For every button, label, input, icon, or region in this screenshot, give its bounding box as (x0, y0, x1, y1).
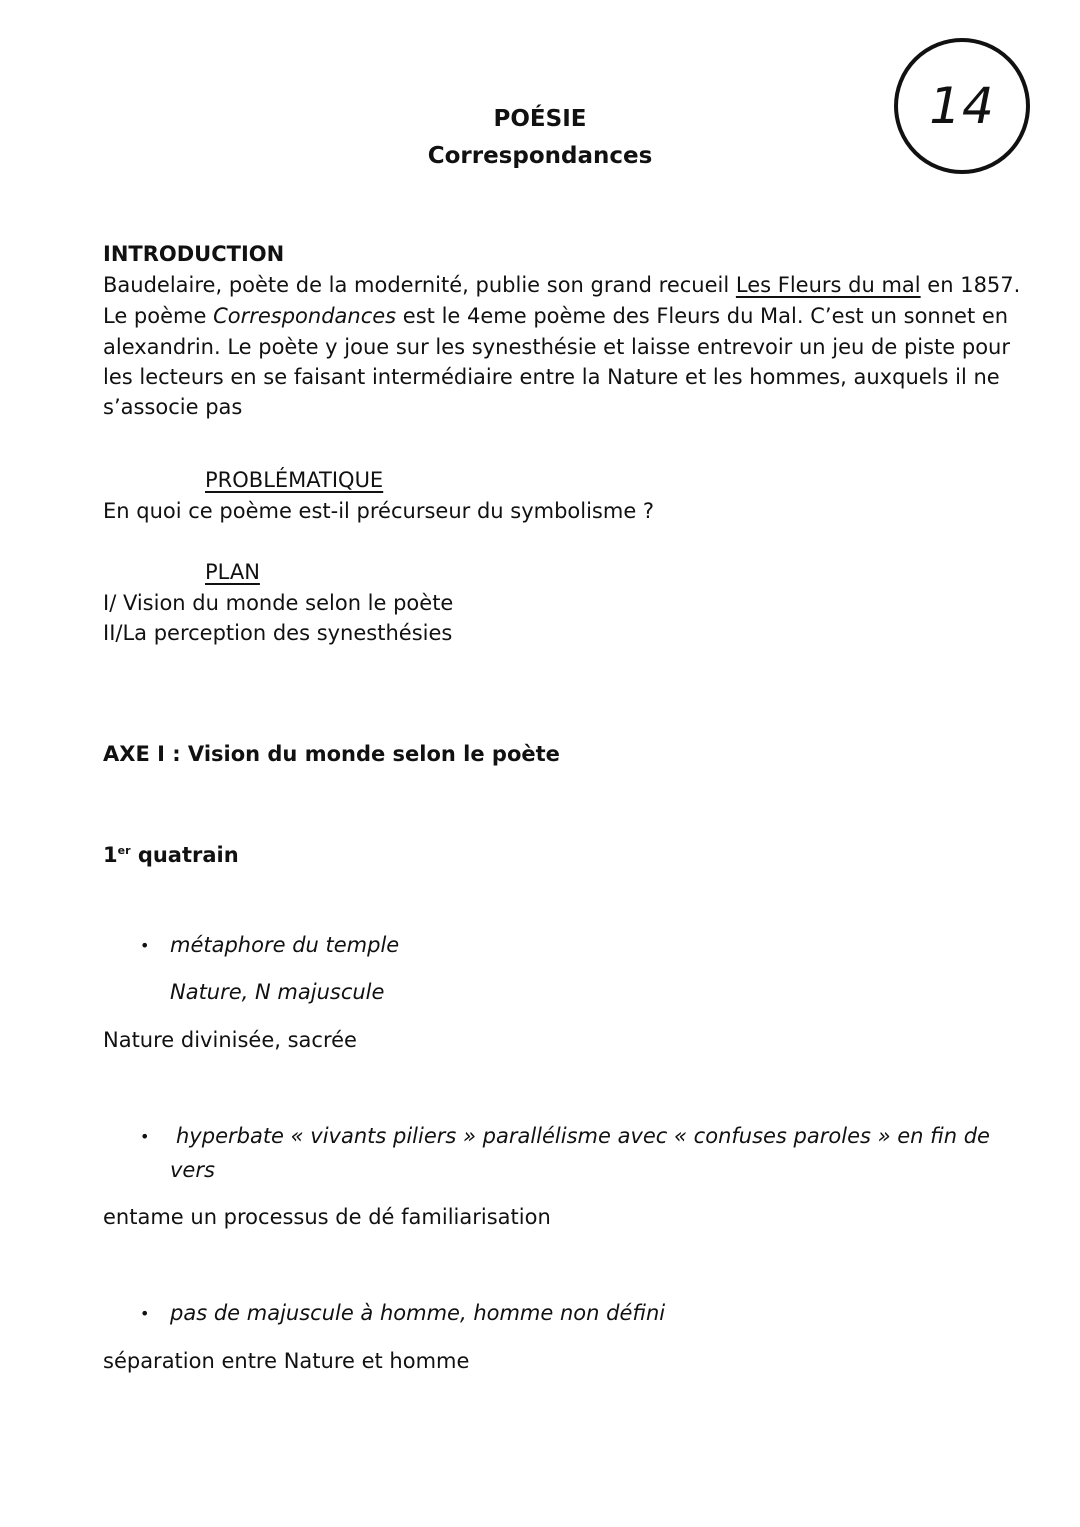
poem-title: Correspondances (213, 304, 397, 328)
problematique-heading: PROBLÉMATIQUE (205, 468, 384, 492)
intro-line-4: les lecteurs en se faisant intermédiaire entre la Nature et les hommes, auxquels il ne (103, 365, 1000, 389)
introduction-heading: INTRODUCTION (103, 242, 285, 266)
comment-1: Nature divinisée, sacrée (103, 1028, 357, 1052)
axe-1-heading: AXE I : Vision du monde selon le poète (103, 742, 560, 766)
bullet-1-subtext: Nature, N majuscule (170, 980, 385, 1004)
book-title: Les Fleurs du mal (735, 273, 921, 297)
comment-2: entame un processus de dé familiarisation (103, 1205, 551, 1229)
bullet-3-marker: • (140, 1304, 150, 1323)
bullet-2-text-line-1: hyperbate « vivants piliers » parallélisme avec « confuses paroles » en fin de (176, 1124, 990, 1148)
page-subtitle: Correspondances (427, 143, 653, 169)
bullet-2-text-line-2: vers (170, 1158, 215, 1182)
bullet-1-text: métaphore du temple (170, 933, 400, 957)
intro-line-2: Le poème Correspondances est le 4eme poème des Fleurs du Mal. C’est un sonnet en (103, 304, 1009, 328)
page-title: POÉSIE (493, 106, 587, 132)
intro-line-5: s’associe pas (103, 395, 243, 419)
plan-item-2: II/La perception des synesthésies (103, 621, 453, 645)
bullet-1-marker: • (140, 936, 150, 955)
problematique-question: En quoi ce poème est-il précurseur du symbolisme ? (103, 499, 655, 523)
bullet-3-text: pas de majuscule à homme, homme non défini (170, 1301, 666, 1325)
intro-line-1: Baudelaire, poète de la modernité, publie son grand recueil Les Fleurs du mal en 1857. (103, 273, 1021, 297)
bullet-2-marker: • (140, 1127, 150, 1146)
plan-heading: PLAN (205, 560, 260, 584)
quatrain-heading: 1er quatrain (103, 843, 239, 867)
page-number: 14 (929, 77, 995, 135)
plan-item-1: I/ Vision du monde selon le poète (103, 591, 454, 615)
comment-3: séparation entre Nature et homme (103, 1349, 470, 1373)
intro-line-3: alexandrin. Le poète y joue sur les synesthésie et laisse entrevoir un jeu de piste pour (103, 335, 1010, 359)
